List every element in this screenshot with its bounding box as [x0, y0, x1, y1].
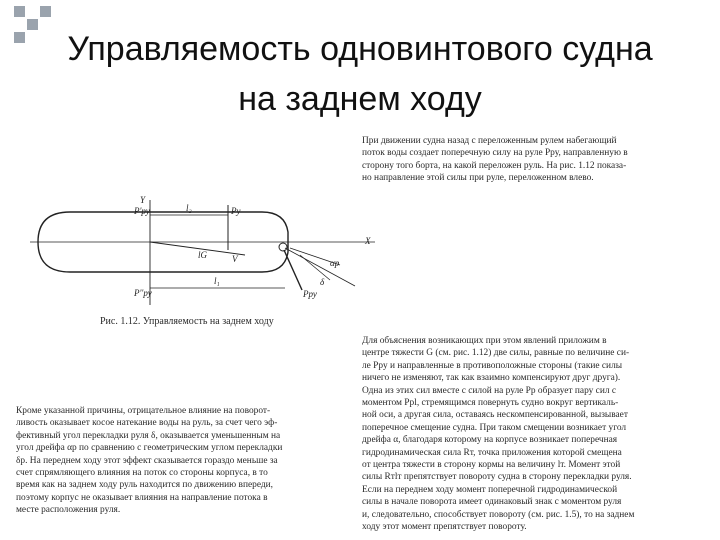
text-line: гидродинамическая сила Rт, точка приложения которой смещена [362, 447, 622, 458]
label-x-axis: X [365, 236, 371, 246]
text-line: Для объяснения возникающих при этом явлений приложим в [362, 336, 607, 346]
text-line: и, следовательно, способствует повороту (см. рис. 1.5), то на заднем [362, 509, 635, 520]
label-delta: δ [320, 277, 325, 287]
paragraph-3 [16, 405, 351, 517]
text-line: поэтому корпус не оказывает влияния на направление потока в [16, 492, 268, 503]
label-y-axis: Y [140, 195, 146, 205]
text-line: ничего не изменяют, так как взаимно компенсируют друг друга). [362, 373, 621, 384]
text-line: При движении судна назад с переложенным рулем набегающий [362, 136, 617, 146]
slide-title-line1: Управляемость одновинтового судна [67, 30, 653, 68]
label-p-rudder: Pру [303, 289, 317, 299]
text-line: Кроме указанной причины, отрицательное влияние на поворот- [16, 406, 271, 416]
label-v: V [232, 254, 238, 264]
text-line: силы Rтlт препятствует повороту судна в сторону перекладки руля. [362, 472, 632, 483]
paragraph-1 [362, 135, 688, 185]
text-line: ходу этот момент препятствует повороту. [362, 522, 527, 533]
text-line: время как на заднем ходу руль находится по движению впереди, [16, 480, 273, 491]
text-line: угол дрейфа αр по сравнению с геометрическим углом перекладки [16, 443, 283, 454]
text-line: моментом Pрl, стремящимся повернуть судно вокруг вертикаль- [362, 398, 619, 409]
label-alpha: αр [330, 258, 340, 268]
text-line: ливость оказывает косое натекание воды на руль, за счет чего эф- [16, 418, 278, 429]
text-line: δр. На переднем ходу этот эффект сказывается гораздо меньше за [16, 455, 278, 466]
text-line: фективный угол перекладки руля δ, оказывается уменьшенным на [16, 430, 281, 441]
text-line: но направление этой силы при руле, переложенном влево. [362, 173, 594, 184]
text-line: Если на переднем ходу момент поперечной гидродинамической [362, 484, 618, 495]
text-line: силы в начале поворота имеет одинаковый знак с моментом руля [362, 497, 622, 508]
text-line: дрейфа α, благодаря которому на корпусе возникает поперечная [362, 435, 618, 446]
label-p-top: P'ру [134, 206, 150, 216]
label-l-center: lG [198, 250, 207, 260]
text-line: месте расположения руля. [16, 505, 121, 516]
text-line: поток воды создает поперечную силу на руле Pру, направленную в [362, 148, 628, 159]
label-py: Pу [231, 206, 241, 216]
text-line: Одна из этих сил вместе с силой на руле Pр образует пару сил с [362, 385, 617, 396]
text-line: сторону того борта, на какой переложен руль. На рис. 1.12 показа- [362, 160, 627, 171]
label-l1: l₁ [214, 276, 220, 286]
slide-title-line2: на заднем ходу [238, 80, 482, 118]
text-line: ле Pру и направленные в противоположные стороны (такие силы [362, 360, 623, 371]
text-line: счет спрямляющего влияния на поток со стороны корпуса, в то [16, 468, 268, 479]
label-p-bottom: P''ру [134, 288, 152, 298]
label-l2: l₂ [186, 203, 192, 213]
text-line: ной оси, а другая сила, оставаясь нескомпенсированной, вызывает [362, 410, 628, 421]
text-line: центре тяжести G (см. рис. 1.12) две силы, равные по величине си- [362, 348, 630, 359]
text-line: поперечное смещение судна. При таком смещении возникает угол [362, 422, 627, 433]
paragraph-2 [362, 335, 688, 534]
figure-caption: Рис. 1.12. Управляемость на заднем ходу [100, 316, 274, 327]
text-line: от центра тяжести в сторону кормы на величину lт. Момент этой [362, 460, 621, 471]
